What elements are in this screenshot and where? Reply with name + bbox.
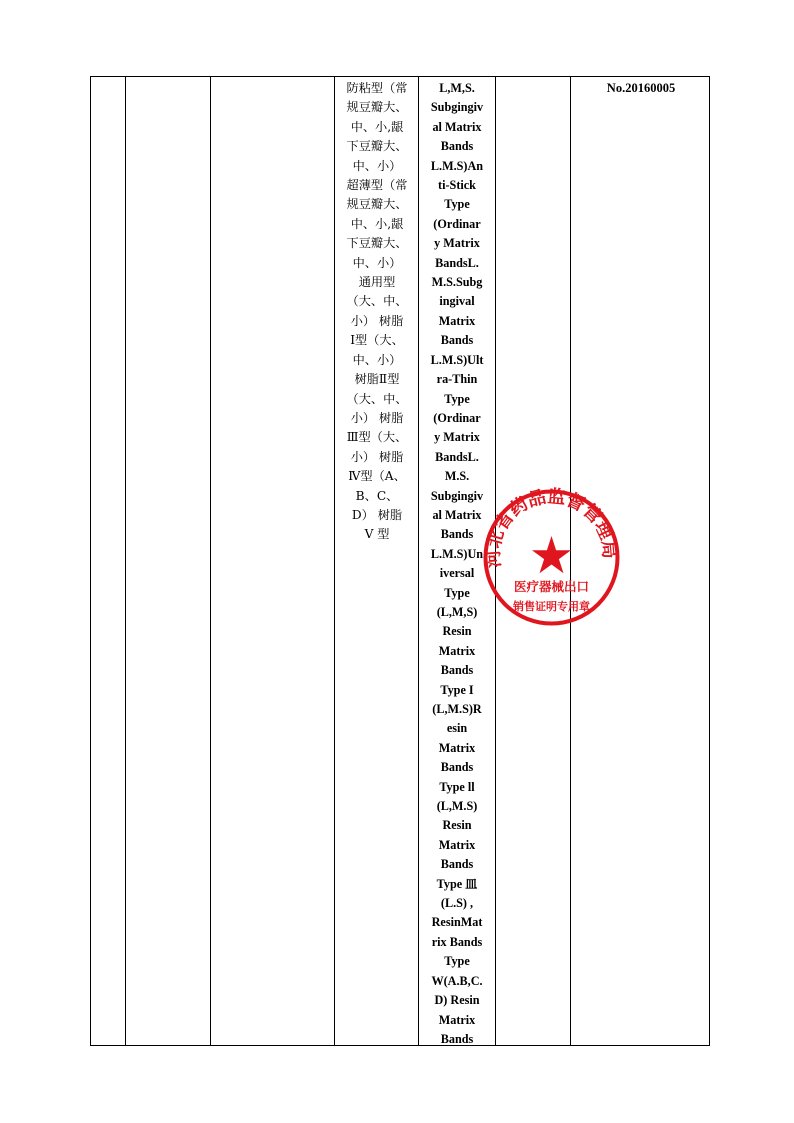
product-models-chinese: 防粘型（常 规豆瓣大、 中、小,龈 下豆瓣大、 中、小） 超薄型（常 规豆瓣大、 中、小,龈 下豆瓣大、 中、小） 通用型 （大、中、 小） 树脂 Ⅰ型（大、 中、小） 树脂Ⅱ型 （大、中、 小） 树脂 Ⅲ型（大、 小） 树脂 Ⅳ型（A、 B、C、 D） 树脂 V 型 — [346, 81, 408, 542]
column-divider — [125, 77, 126, 1045]
seal-line2: 销售证明专用章 — [513, 600, 590, 613]
seal-line1: 医疗器械出口 — [513, 579, 590, 594]
certificate-number: No.20160005 — [606, 81, 676, 95]
seal-arc-text: 河北省药品监督管理局 — [482, 486, 620, 569]
product-models-english: L,M,S. Subgingiv al Matrix Bands L.M.S)An ti-Stick Type (Ordinar y Matrix BandsL. M.S.Subg ingival Matrix Bands L.M.S)Ult ra-Thin Type (Ordinar y Matrix BandsL. M.S. Subgingiv al Matrix Bands L.M.S)Un iversal Type (L,M,S) Resin Matrix Bands Type I (L,M.S)R esin Matrix Bands Type ll (L,M.S) Resin Matrix Bands Type 皿 (L.S) , ResinMat rix Bands Type W(A.B,C. D) Resin Matrix Bands — [430, 81, 484, 1046]
official-red-seal — [480, 486, 623, 629]
column-divider — [210, 77, 211, 1045]
seal-star-icon — [532, 536, 571, 573]
